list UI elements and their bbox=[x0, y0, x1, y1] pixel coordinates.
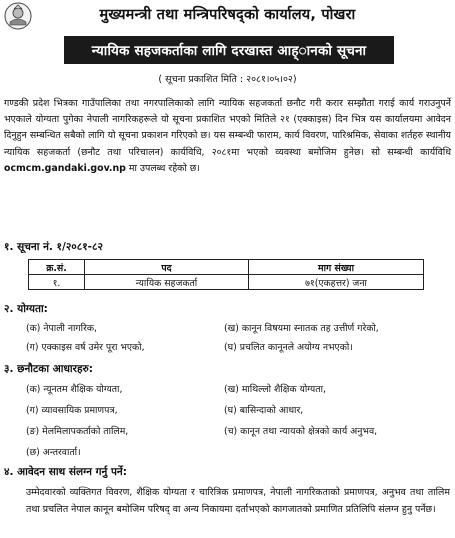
notice-title-banner bbox=[64, 36, 394, 64]
intro-text: गण्डकी प्रदेश भित्रका गाउँपालिका तथा नगरपालिकाको लागि न्यायिक सहजकर्ता छनौट गरी करार सम्झौता गराई कार्य गराउनुपर्ने भएकाले योग्यता पुगेका नेपाली नागरिकहरूले यो सूचना प्रकाशित भएको मितिले २१ (एक्काइस) दिन भित्र यस कार्यालयमा आवेदन दिनुहुन सम्बन्धित सबैको लागि यो सूचना प्रकाशन गरिएको छ। यस सम्बन्धी फाराम, कार्य विवरण, पारिश्रमिक, सेवाका शर्तहरु स्थानीय न्यायिक सहजकर्ता (छनौट तथा परिचालन) कार्यविधि, २०८१मा भएको व्यवस्था बमोजिम हुनेछ। सो सम्बन्धी कार्यविधि bbox=[4, 98, 451, 158]
attachments-paragraph: उम्मेदवारको व्यक्तिगत विवरण, शैक्षिक योग्यता र चारित्रिक प्रमाणपत्र, नेपाली नागरिकताको प्रमाणपत्र, अनुभव तथा तालिम तथा प्रचलित नेपाल कानून बमोजिम परिषद् वा अन्य निकायमा दर्ताभएको कागजातको प्रमाणित प्रतिलिपि संलग्न हुनु पर्नेछ। bbox=[26, 487, 450, 515]
section4-heading: ४. आवेदन साथ संलग्न गर्नु पर्ने: bbox=[4, 466, 127, 478]
list-item: (च) कानून तथा न्यायको क्षेत्रको कार्य अनुभव, bbox=[224, 426, 378, 437]
list-item: (ग) व्यावसायिक प्रमाणपत्र, bbox=[26, 405, 118, 416]
list-item: (छ) अन्तरवार्ता। bbox=[26, 447, 81, 458]
table-row bbox=[29, 275, 424, 290]
notice-title: न्यायिक सहजकर्ताका लागि दरखास्त आह्ानको सूचना bbox=[91, 43, 367, 59]
intro-paragraph bbox=[4, 96, 451, 177]
office-title: मुख्यमन्त्री तथा मन्त्रिपरिषद्को कार्यालय, पोखरा bbox=[99, 7, 356, 23]
vacancy-table bbox=[28, 259, 424, 290]
list-item: (ख) कानून विषयमा स्नातक तह उत्तीर्ण गरेको, bbox=[224, 323, 379, 334]
list-item: (ङ) मेलमिलापकर्ताको तालिम, bbox=[26, 426, 129, 437]
list-item: (घ) प्रचलित कानूनले अयोग्य नभएको। bbox=[224, 342, 353, 353]
table-cell: ७१(एकहत्तर) जना bbox=[249, 275, 424, 290]
table-header-row bbox=[29, 260, 424, 275]
intro-tail: मा उपलब्ध रहेको छ। bbox=[128, 162, 200, 174]
list-item: (ग) एक्काइस वर्ष उमेर पूरा भएको, bbox=[26, 342, 145, 353]
list-item: (क) न्यूनतम शैक्षिक योग्यता, bbox=[26, 384, 123, 395]
list-item: (घ) बासिन्दाको आधार, bbox=[224, 405, 304, 416]
website-link[interactable]: ocmcm.gandaki.gov.np bbox=[4, 162, 126, 174]
table-header-cell: पद bbox=[85, 260, 249, 275]
publication-date: ( सूचना प्रकाशित मिति : २०८१।०५।०२) bbox=[158, 74, 297, 85]
list-item: (क) नेपाली नागरिक, bbox=[26, 323, 97, 334]
section3-heading: ३. छनौटका आधारहरु: bbox=[4, 363, 93, 375]
section1-heading: १. सूचना नं. १/२०८१-८२ bbox=[4, 241, 103, 253]
table-header-cell: क्र.सं. bbox=[29, 260, 85, 275]
table-cell: १. bbox=[29, 275, 85, 290]
section2-heading: २. योग्यता: bbox=[4, 303, 48, 315]
list-item: (ख) माथिल्लो शैक्षिक योग्यता, bbox=[224, 384, 326, 395]
table-header-cell: माग संख्या bbox=[249, 260, 424, 275]
table-cell: न्यायिक सहजकर्ता bbox=[85, 275, 249, 290]
